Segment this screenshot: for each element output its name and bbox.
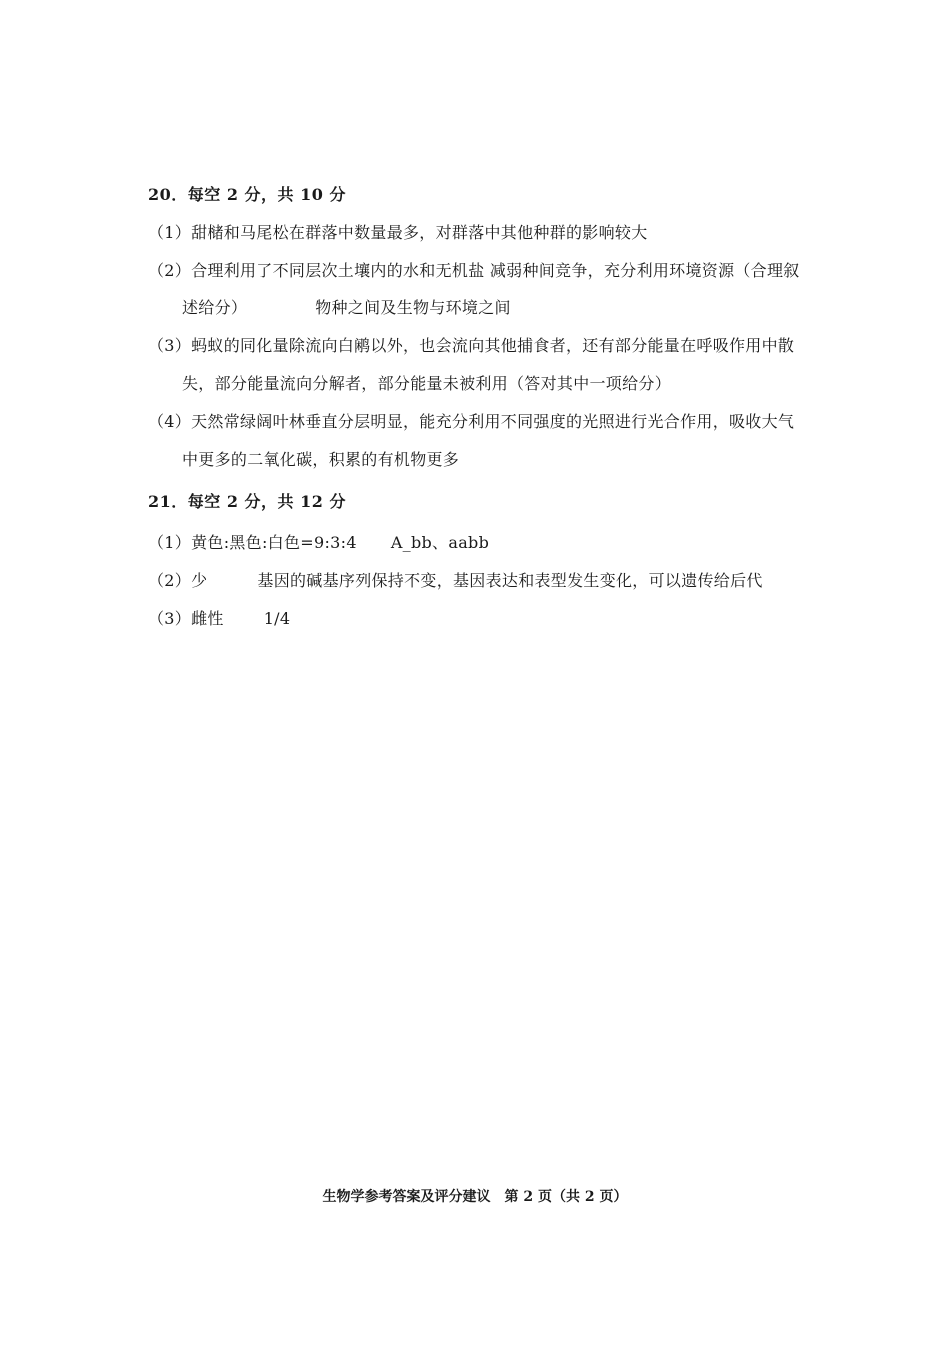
answer-text: 天然常绿阔叶林垂直分层明显，能充分利用不同强度的光照进行光合作用，吸收大气	[191, 412, 795, 431]
q20-item-4	[148, 409, 794, 432]
q20-item-2	[148, 258, 800, 281]
answer-text: 述给分）	[182, 298, 248, 317]
answer-text: 甜槠和马尾松在群落中数量最多，对群落中其他种群的影响较大	[191, 223, 648, 242]
question-21-title: 21．每空 2 分，共 12 分	[148, 492, 346, 511]
answer-text: 失，部分能量流向分解者，部分能量未被利用（答对其中一项给分）	[182, 374, 672, 393]
item-number: （3）	[148, 609, 192, 628]
item-number: （1）	[148, 223, 192, 242]
answer-text: 雌性	[191, 609, 224, 628]
answer-text-second: 1/4	[263, 609, 291, 628]
q20-item-3	[148, 333, 794, 356]
answer-text: 中更多的二氧化碳，积累的有机物更多	[182, 450, 460, 469]
answer-text-second: 基因的碱基序列保持不变，基因表达和表型发生变化，可以遗传给后代	[257, 571, 763, 590]
answer-text: 蚂蚁的同化量除流向白鹇以外，也会流向其他捕食者，还有部分能量在呼吸作用中散	[191, 336, 795, 355]
q20-item-3-continued	[182, 371, 671, 394]
page-footer: 生物学参考答案及评分建议 第 2 页（共 2 页）	[322, 1189, 628, 1205]
answer-text-second: A_bb、aabb	[390, 533, 490, 552]
answer-text: 黄色:黑色:白色=9:3:4	[191, 533, 357, 552]
q21-item-3	[148, 606, 290, 629]
question-20-title: 20．每空 2 分，共 10 分	[148, 185, 346, 204]
q21-item-2	[148, 568, 763, 591]
answer-text: 少	[191, 571, 208, 590]
answer-text: 合理利用了不同层次土壤内的水和无机盐 减弱种间竞争，充分利用环境资源（合理叙	[191, 261, 800, 280]
item-number: （1）	[148, 533, 192, 552]
q20-item-4-continued	[182, 447, 459, 470]
item-number: （4）	[148, 412, 192, 431]
item-number: （3）	[148, 336, 192, 355]
answer-text-second: 物种之间及生物与环境之间	[315, 298, 511, 317]
q21-item-1	[148, 530, 489, 553]
item-number: （2）	[148, 571, 192, 590]
q20-item-2-continued	[182, 295, 511, 318]
q20-item-1	[148, 220, 648, 243]
item-number: （2）	[148, 261, 192, 280]
